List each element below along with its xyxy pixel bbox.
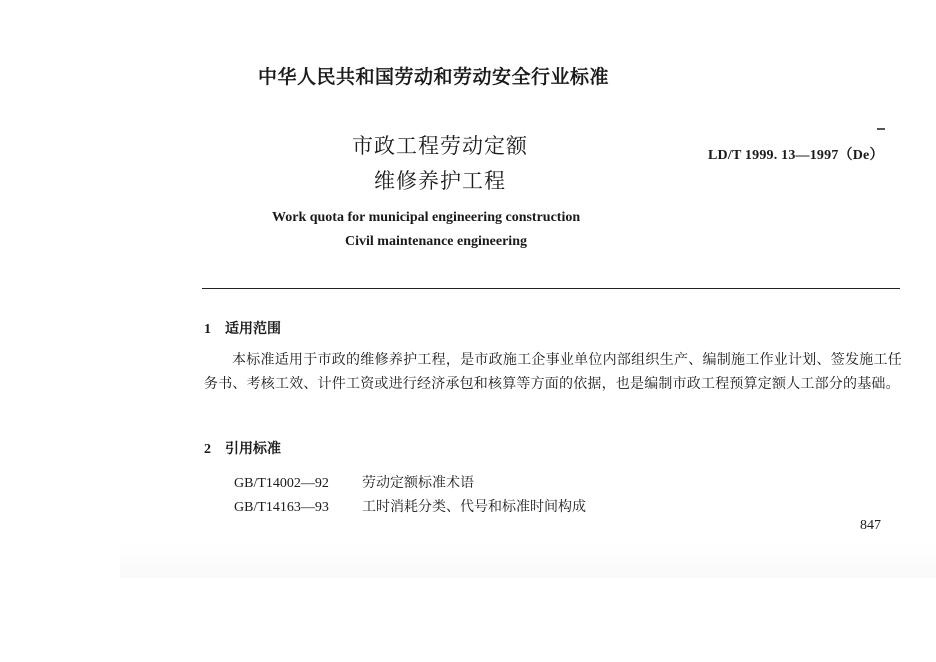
reference-code: GB/T14163—93	[234, 500, 329, 515]
reference-code: GB/T14002—92	[234, 476, 329, 491]
section-heading-scope	[204, 318, 281, 338]
document-title: 市政工程劳动定额	[352, 134, 528, 158]
scan-mark	[877, 128, 885, 130]
reference-name: 工时消耗分类、代号和标准时间构成	[362, 499, 586, 515]
section-number: 1	[204, 322, 211, 337]
standard-code: LD/T 1999. 13—1997（De）	[708, 148, 884, 163]
english-subtitle: Civil maintenance engineering	[345, 234, 527, 249]
page-number: 847	[860, 518, 881, 533]
section-heading-references	[204, 438, 281, 458]
reference-item	[234, 496, 586, 516]
section-title: 适用范围	[225, 321, 281, 337]
reference-item	[234, 472, 474, 492]
scan-shadow	[120, 540, 936, 578]
header-divider	[202, 288, 900, 289]
section-title: 引用标准	[225, 441, 281, 457]
document-subtitle: 维修养护工程	[374, 169, 506, 193]
section-number: 2	[204, 442, 211, 457]
scope-paragraph: 本标准适用于市政的维修养护工程，是市政施工企事业单位内部组织生产、编制施工作业计划、签发施工任务书、考核工效、计件工资或进行经济承包和核算等方面的依据，也是编制市政工程预算定额人工部分的基础。	[204, 352, 902, 392]
english-title: Work quota for municipal engineering construction	[272, 210, 581, 225]
reference-name: 劳动定额标准术语	[362, 475, 474, 491]
organization-header: 中华人民共和国劳动和劳动安全行业标准	[258, 66, 610, 88]
